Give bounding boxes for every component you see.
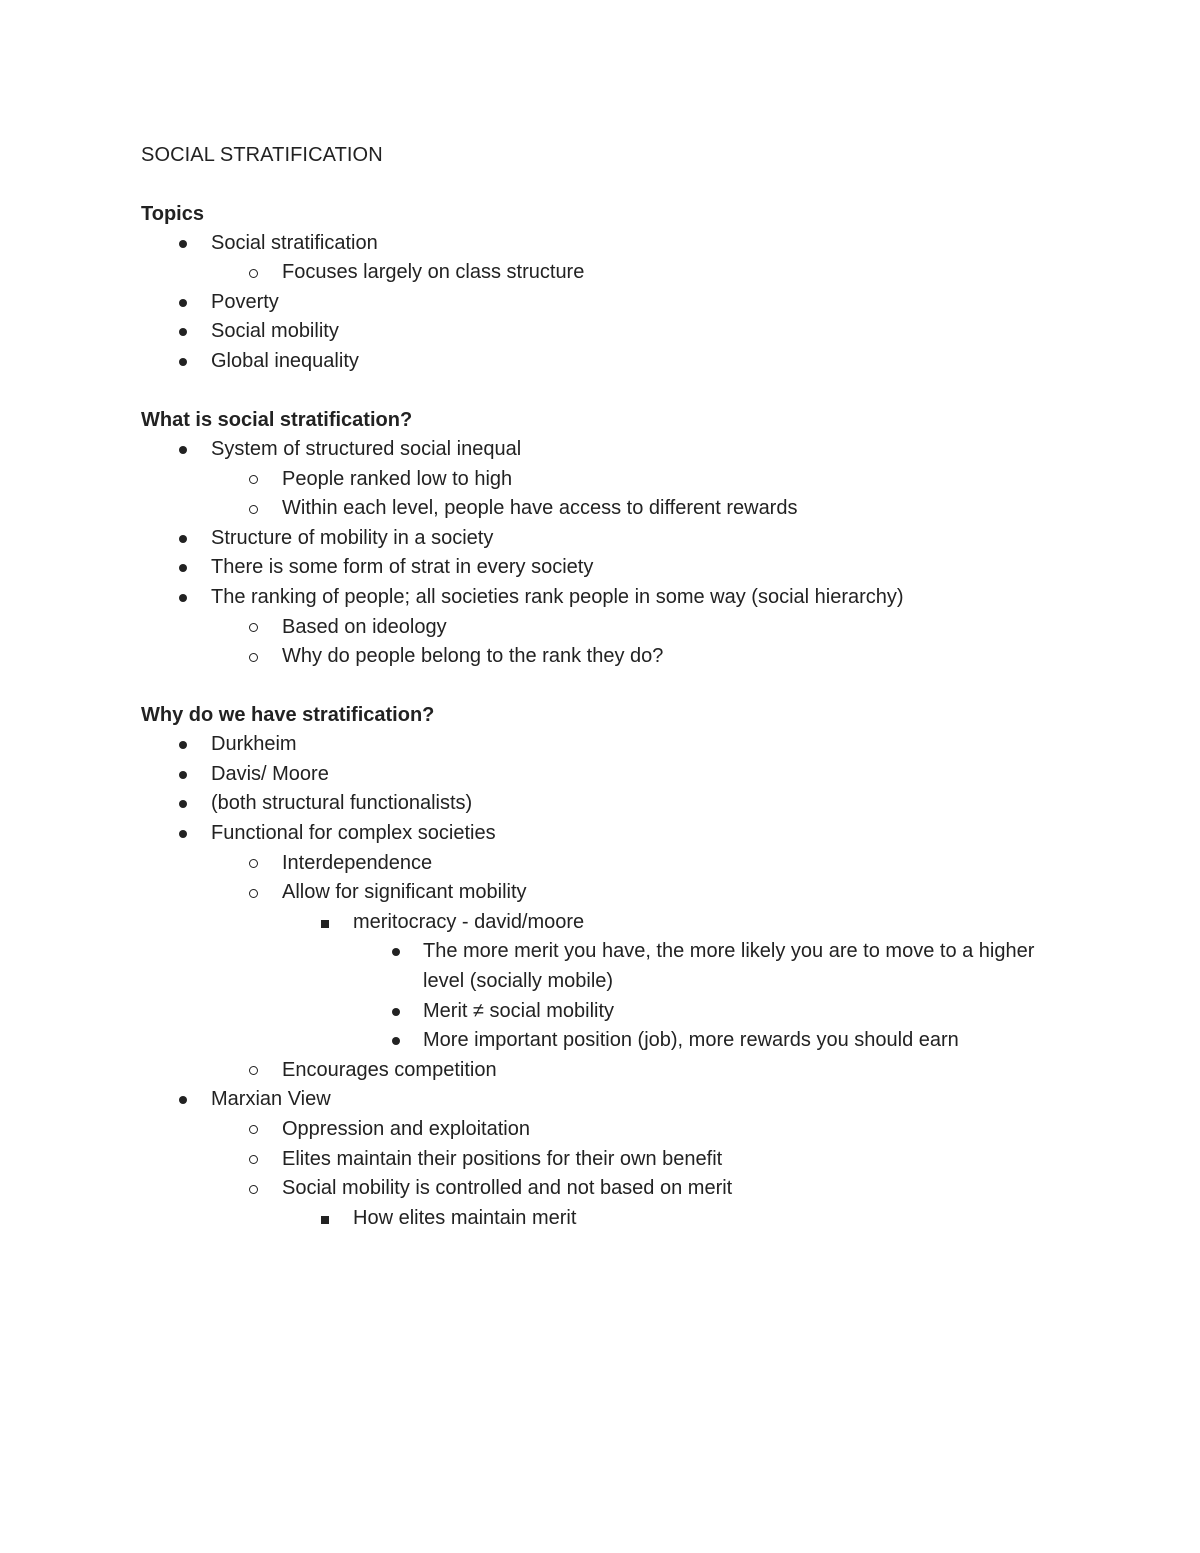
list-item-text: How elites maintain merit — [353, 1206, 577, 1229]
list-item — [141, 317, 1061, 347]
disc-bullet-icon — [179, 741, 187, 749]
list-item-text: Oppression and exploitation — [282, 1117, 530, 1140]
list-item — [141, 1204, 1061, 1234]
disc-bullet-icon — [179, 830, 187, 838]
what-list — [141, 435, 1061, 672]
list-item — [141, 760, 1061, 790]
list-item — [141, 613, 1061, 643]
square-bullet-icon — [321, 1216, 329, 1224]
spacer — [141, 672, 1061, 701]
list-item — [141, 1115, 1061, 1145]
spacer — [141, 376, 1061, 405]
list-item-text: Why do people belong to the rank they do? — [282, 645, 664, 668]
list-item-text: Encourages competition — [282, 1058, 497, 1081]
circle-bullet-icon — [249, 623, 258, 632]
disc-bullet-icon — [179, 771, 187, 779]
list-item-text: Davis/ Moore — [211, 762, 329, 785]
list-item — [141, 435, 1061, 465]
disc-bullet-icon — [392, 948, 400, 956]
list-item-text: Based on ideology — [282, 615, 447, 638]
list-item — [141, 997, 1043, 1027]
list-item-text: Allow for significant mobility — [282, 881, 527, 904]
circle-bullet-icon — [249, 269, 258, 278]
list-item — [141, 1085, 1061, 1115]
list-item — [141, 347, 1061, 377]
list-item-text: Marxian View — [211, 1088, 331, 1111]
list-item — [141, 553, 1061, 583]
list-item-text: Focuses largely on class structure — [282, 261, 585, 284]
disc-bullet-icon — [179, 240, 187, 248]
list-item — [141, 583, 1061, 613]
list-item — [141, 878, 1061, 908]
list-item-text: Poverty — [211, 290, 279, 313]
list-item-text: meritocracy - david/moore — [353, 910, 585, 933]
list-item — [141, 819, 1061, 849]
why-heading: Why do we have stratification? — [141, 704, 435, 727]
list-item — [141, 937, 1043, 996]
circle-bullet-icon — [249, 1125, 258, 1134]
list-item — [141, 288, 1061, 318]
circle-bullet-icon — [249, 1185, 258, 1194]
list-item — [141, 465, 1061, 495]
list-item — [141, 789, 1061, 819]
list-item-text: More important position (job), more rewards you should earn — [423, 1029, 959, 1052]
circle-bullet-icon — [249, 859, 258, 868]
disc-bullet-icon — [179, 564, 187, 572]
topics-list — [141, 229, 1061, 377]
circle-bullet-icon — [249, 889, 258, 898]
list-item-text: Merit ≠ social mobility — [423, 999, 615, 1022]
circle-bullet-icon — [249, 1155, 258, 1164]
disc-bullet-icon — [179, 800, 187, 808]
list-item-text: System of structured social inequal — [211, 437, 522, 460]
disc-bullet-icon — [179, 1096, 187, 1104]
disc-bullet-icon — [179, 328, 187, 336]
list-item-text: The ranking of people; all societies rank people in some way (social hierarchy) — [211, 585, 904, 608]
list-item-text: Functional for complex societies — [211, 822, 496, 844]
list-item — [141, 1145, 1061, 1175]
list-item-text: Within each level, people have access to different rewards — [282, 497, 798, 520]
square-bullet-icon — [321, 920, 329, 928]
list-item-text: The more merit you have, the more likely you are to move to a higher level (socially mobile) — [423, 940, 1035, 992]
list-item-text: Global inequality — [211, 349, 359, 372]
list-item — [141, 849, 1061, 879]
list-item-text: Social mobility is controlled and not based on merit — [282, 1177, 733, 1200]
what-heading: What is social stratification? — [141, 408, 413, 431]
disc-bullet-icon — [179, 358, 187, 366]
disc-bullet-icon — [179, 299, 187, 307]
disc-bullet-icon — [179, 594, 187, 602]
list-item-text: Social mobility — [211, 320, 339, 343]
list-item — [141, 1026, 1143, 1056]
list-item-text: Structure of mobility in a society — [211, 526, 494, 549]
list-item-text: Durkheim — [211, 733, 297, 756]
list-item — [141, 1174, 1061, 1204]
list-item — [141, 642, 1061, 672]
list-item-text: There is some form of strat in every society — [211, 556, 594, 579]
circle-bullet-icon — [249, 653, 258, 662]
circle-bullet-icon — [249, 505, 258, 514]
list-item — [141, 524, 1061, 554]
list-item — [141, 494, 1061, 524]
disc-bullet-icon — [179, 535, 187, 543]
list-item — [141, 730, 1061, 760]
disc-bullet-icon — [392, 1008, 400, 1016]
list-item — [141, 1056, 1061, 1086]
circle-bullet-icon — [249, 475, 258, 484]
list-item — [141, 229, 1061, 259]
why-list — [141, 730, 1061, 1233]
list-item-text: Social stratification — [211, 231, 378, 254]
circle-bullet-icon — [249, 1066, 258, 1075]
list-item-text: People ranked low to high — [282, 467, 513, 490]
disc-bullet-icon — [179, 446, 187, 454]
list-item-text: (both structural functionalists) — [211, 792, 473, 815]
topics-heading: Topics — [141, 202, 204, 225]
disc-bullet-icon — [392, 1037, 400, 1045]
list-item-text: Interdependence — [282, 851, 433, 874]
list-item — [141, 258, 1061, 288]
document-title: SOCIAL STRATIFICATION — [141, 144, 383, 166]
document-page — [141, 140, 1061, 1233]
spacer — [141, 170, 1061, 199]
list-item — [141, 908, 1061, 938]
list-item-text: Elites maintain their positions for their own benefit — [282, 1147, 723, 1170]
